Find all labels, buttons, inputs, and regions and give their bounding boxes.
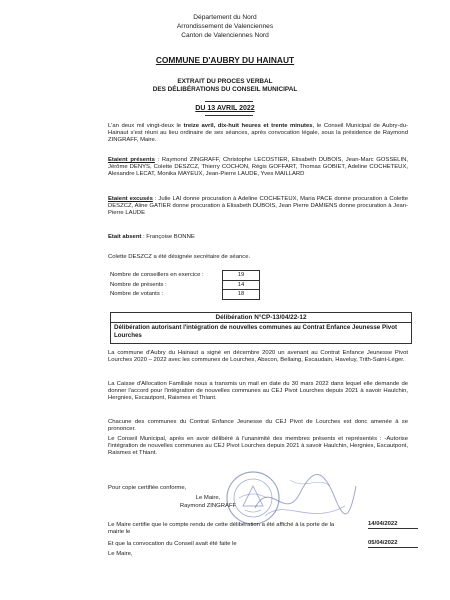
table-row [108,280,260,290]
signature-role: Le Maire, [195,495,221,501]
table-row [108,271,260,281]
commune-title: COMMUNE D'AUBRY DU HAINAUT [155,55,295,65]
excused-list: : Julie LAI donne procuration à Adeline COCHETEUX, Maria PACE donne procuration à Colette DESZCZ, Aline GATIER donne procuration à Elisabeth DUBOIS, Jean Pierre DAMIENS donne procuration à Jean-Pierre LAUDE [108,196,409,217]
absent-label: Etait absent [108,234,142,240]
vote-counts-table [108,270,260,300]
count-label: Nombre de votants : [110,291,164,298]
present-list: : Raymond ZINGRAFF, Christophe LECOSTIER, Elisabeth DUBOIS, Jean-Marc GOSSELIN, Jérôme DENYS, Colette DESZCZ, Thierry COCHON, Régis GOFFART, Thomas GOBIET, Adeline COCHETEUX, Alexandre LECAT, Monika MAYEUX, Jean-Pierre LAUDE, Yves MAILLARD [108,157,408,178]
absent-paragraph [108,234,408,241]
absent-name: : Françoise BONNE [141,234,195,240]
convocation-date: 05/04/2022 [368,539,418,548]
excused-label: Etaient excusés [108,196,153,202]
extract-title-line2: DES DÉLIBÉRATIONS DU CONSEIL MUNICIPAL [152,86,298,93]
department-line: Département du Nord [193,14,257,21]
footer-convocation-note: Et que la convocation du Conseil avait été faite le [108,541,237,547]
deliberation-subject: Délibération autorisant l'intégration de nouvelles communes au Contrat Enfance Jeunesse Pivot Lourches [114,324,398,339]
secretary-line: Colette DESZCZ a été désignée secrétaire de séance. [108,254,251,260]
intro-paragraph [108,123,408,145]
excused-paragraph [108,196,408,218]
count-label: Nombre de conseillers en exercice : [110,272,204,279]
count-value: 14 [223,280,260,290]
display-date: 14/04/2022 [368,520,418,529]
intro-text-start: L'an deux mil vingt-deux le [108,123,184,129]
body-paragraph-4: Le Conseil Municipal, après en avoir délibéré à l'unanimité des membres présents et représentés : -Autorise l'intégration de nouvelles communes au CEJ Pivot Lourches depuis 2021 à savoir Haulchin, Hergnies, Escautpont, Raismes et Thiant. [108,436,408,457]
present-paragraph [108,157,408,179]
count-value: 19 [223,271,260,281]
signature-name: Raymond ZINGRAFF [179,502,237,509]
footer-mayor-label: Le Maire, [108,551,133,557]
meeting-date: DU 13 AVRIL 2022 [195,105,255,112]
intro-text-end: , le Conseil Municipal de Aubry-du-Hainaut s'est réuni au lieu ordinaire de ses séances, après convocation légale, sous la présidence de Raymond ZINGRAFF, Maire. [108,123,408,144]
canton-line: Canton de Valenciennes Nord [181,32,269,39]
title-divider-bottom [205,115,253,116]
body-paragraph-1: La commune d'Aubry du Hainaut a signé en décembre 2020 un avenant au Contrat Enfance Jeunesse Pivot Lourches 2020 – 2022 avec les communes de Lourches, Abscon, Bellaing, Escaudain, Haveluy, Trith-Saint-Léger. [108,350,408,364]
extract-title-line1: EXTRAIT DU PROCES VERBAL [177,78,273,85]
body-paragraph-3: Chacune des communes du Contrat Enfance Jeunesse du CEJ Pivot de Lourches est donc amenée à se prononcer. [108,419,408,433]
table-row [108,290,260,300]
present-label: Etaient présents [108,157,155,163]
body-paragraph-2: La Caisse d'Allocation Familiale nous a transmis un mail en date du 30 mars 2022 dans lequel elle demande de donner l'accord pour l'intégration de nouvelles communes au CEJ Pivot Lourches depuis 2021 à savoir Haulchin, Hergnies, Escautpont, Raismes et Thiant. [108,381,408,402]
extract-title [0,78,450,94]
title-divider-top [205,101,253,102]
administrative-header [0,13,450,40]
count-label: Nombre de présents : [110,281,167,288]
count-value: 18 [223,290,260,300]
deliberation-number: Délibération N°CP-13/04/22-12 [111,313,411,323]
arrondissement-line: Arrondissement de Valenciennes [176,23,274,30]
deliberation-box [110,312,412,344]
intro-time: treize avril, dix-huit heures et trente minutes [183,123,313,129]
certified-copy-line: Pour copie certifiée conforme, [108,485,187,491]
footer-display-note: Le Maire certifie que le compte rendu de cette délibération a été affiché à la porte de la mairie le [108,522,335,536]
handwritten-signature-icon [250,468,360,528]
